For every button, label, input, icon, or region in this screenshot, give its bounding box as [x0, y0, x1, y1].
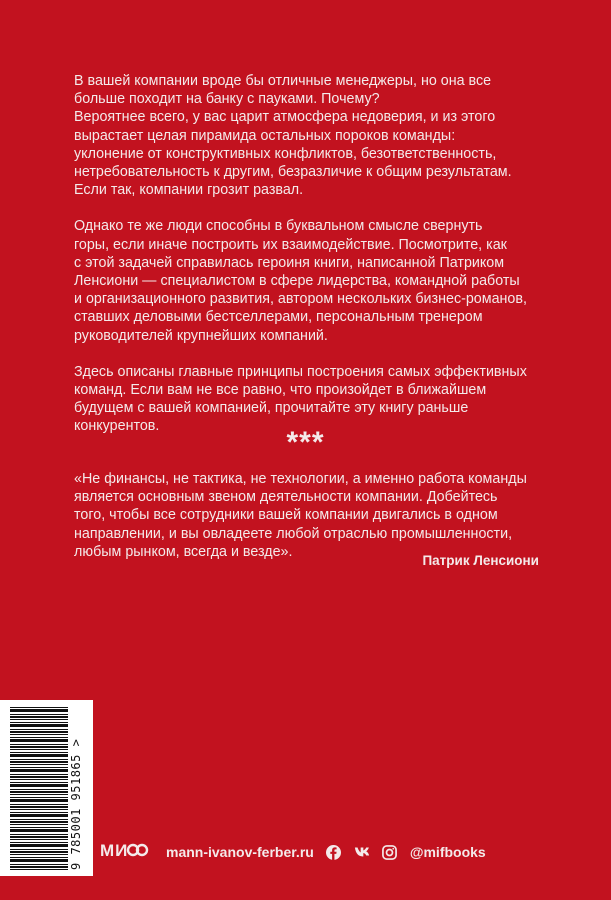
- paragraph-1: В вашей компании вроде бы отличные менеджеры, но она все больше походит на банку с пауками. Почему? Вероятнее всего, у вас царит атмосфера недоверия, и из этого вырастает целая пирамида остальных пороков команды: уклонение от конструктивных конфликтов, безответственность, нетребовательность к другим, безразличие к общим результатам. Если так, компании грозит развал.: [74, 73, 512, 199]
- footer: [100, 841, 486, 863]
- barcode: [0, 700, 93, 876]
- social-handle[interactable]: @mifbooks: [409, 844, 486, 860]
- paragraph-2: Однако те же люди способны в буквальном смысле свернуть горы, если иначе построить их взаимодействие. Посмотрите, как с этой задачей справилась героиня книги, написанной Патриком Ленсиони — специалистом в сфере лидерства, командной работы и организационного развития, автором нескольких бизнес-романов, ставших деловыми бестселлерами, персональным тренером руководителей крупнейших компаний.: [74, 218, 527, 344]
- barcode-number: 9 785001 951865 >: [69, 738, 83, 870]
- website-link[interactable]: mann-ivanov-ferber.ru: [166, 844, 314, 860]
- quote-author: Патрик Ленсиони: [422, 553, 539, 568]
- svg-text:МИ: МИ: [100, 840, 129, 859]
- description-text: [74, 72, 554, 454]
- publisher-logo: [100, 841, 150, 864]
- instagram-icon[interactable]: [382, 844, 398, 860]
- barcode-bars: [10, 706, 68, 870]
- paragraph-3: Здесь описаны главные принципы построения самых эффективных команд. Если вам не все равно, что произойдет в ближайшем будущем с вашей компанией, прочитайте эту книгу раньше конкурентов.: [74, 363, 527, 435]
- quote-text: «Не финансы, не тактика, не технологии, а именно работа команды является основным звеном деятельности компании. Добейтесь того, чтобы все сотрудники вашей компании двигались в одном направлении, и вы овладеете любой отраслью промышленности, любым рынком, всегда и везде».: [74, 471, 527, 560]
- separator-stars: ***: [286, 426, 325, 459]
- facebook-icon[interactable]: [326, 844, 342, 860]
- vk-icon[interactable]: [354, 844, 370, 860]
